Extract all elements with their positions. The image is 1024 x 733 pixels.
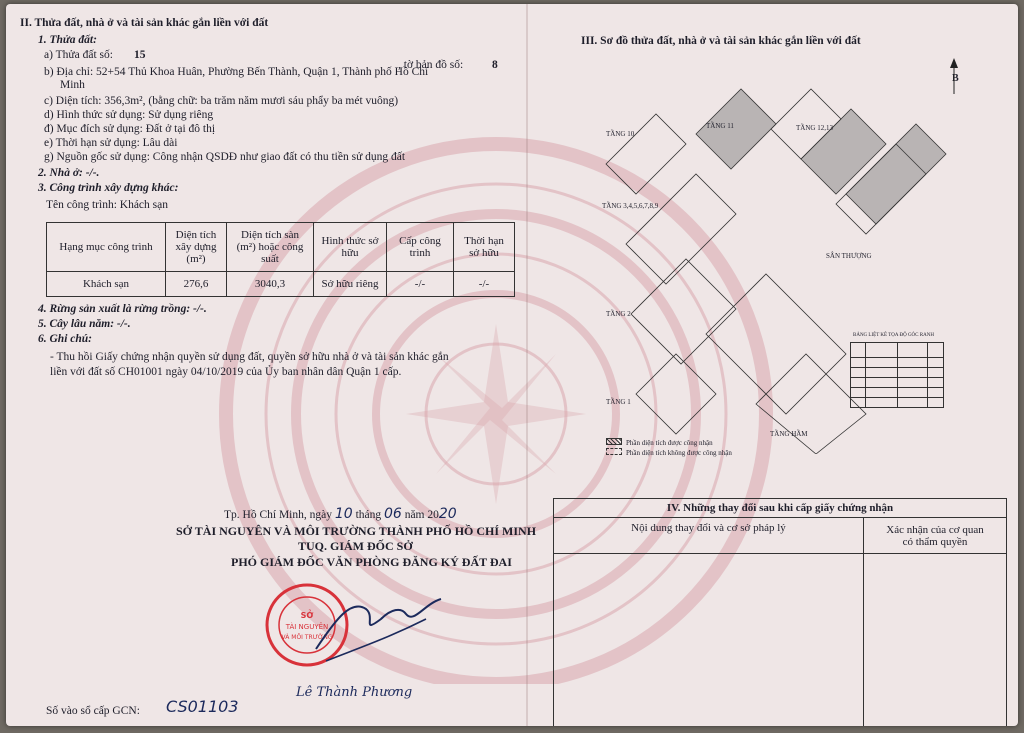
signer-name: Lê Thành Phương [296,685,413,700]
house-line: 2. Nhà ở: -/-. [38,167,100,179]
svg-text:VÀ MÔI TRƯỜNG: VÀ MÔI TRƯỜNG [281,634,333,641]
changes-empty-cell [554,554,864,727]
address-line-1: b) Địa chỉ: 52+54 Thủ Khoa Huân, Phường Bến Thành, Quận 1, Thành phố Hồ Chí [44,66,429,78]
authority-name: SỞ TÀI NGUYÊN VÀ MÔI TRƯỜNG THÀNH PHỐ HỒ CHÍ MINH [176,524,537,538]
changes-header-row [554,518,1007,554]
table-header-cell: Diện tích xây dựng (m²) [166,223,227,272]
floor-label: TẦNG HẦM [770,430,808,438]
floor-label: TẦNG 11 [706,122,734,130]
north-arrow-label: B [952,73,959,84]
parcel-label: a) Thửa đất số: [44,49,113,61]
note-line-2: liền với đất số CH01001 ngày 04/10/2019 của Ủy ban nhân dân Quận 1 cấp. [50,366,402,378]
legend-not-recognized: Phần diện tích không được công nhận [606,442,732,460]
table-cell: -/- [454,272,515,297]
use-term: e) Thời hạn sử dụng: Lâu dài [44,137,178,149]
table-cell: Sở hữu riêng [314,272,387,297]
signer-role-1: TUQ. GIÁM ĐỐC SỞ [298,539,413,553]
table-header-cell: Hạng mục công trình [47,223,166,272]
signer-role-2: PHÓ GIÁM ĐỐC VĂN PHÒNG ĐĂNG KÝ ĐẤT ĐAI [231,555,512,569]
table-cell: Khách sạn [47,272,166,297]
land-heading: 1. Thửa đất: [38,34,97,46]
notes-heading: 6. Ghi chú: [38,333,92,345]
floor-label: TẦNG 10 [606,130,635,138]
table-header-cell: Diện tích sàn (m²) hoặc công suất [227,223,314,272]
changes-col-content: Nội dung thay đổi và cơ sở pháp lý [554,518,864,554]
construction-name: Tên công trình: Khách sạn [46,199,168,211]
registry-number: CS01103 [166,697,239,716]
forest-line: 4. Rừng sản xuất là rừng trồng: -/-. [38,303,207,315]
area-text: c) Diện tích: 356,3m², (bằng chữ: ba trăm năm mươi sáu phẩy ba mét vuông) [44,95,399,107]
date-day: 10 [334,506,353,522]
table-row [47,272,515,297]
coordinate-table [850,333,944,408]
table-header-cell: Thời hạn sở hữu [454,223,515,272]
changes-table [553,498,1007,726]
address-line-2: Minh [60,79,85,91]
section-4-title: IV. Những thay đổi sau khi cấp giấy chứng nhận [554,499,1007,518]
date-place: Tp. Hồ Chí Minh, ngày 10 tháng 06 năm 2020 [224,506,457,522]
floor-label: TẦNG 1 [606,398,631,406]
table-header-cell: Cấp công trình [387,223,454,272]
registry-label: Số vào sổ cấp GCN: [46,705,140,717]
certificate-sheet [6,4,1018,726]
floor-label: TẦNG 2 [606,310,631,318]
date-month: 06 [384,506,402,522]
map-number: 8 [492,59,498,71]
date-year: 20 [438,506,457,522]
coord-table-title: BẢNG LIỆT KÊ TỌA ĐỘ GÓC RANH [853,333,934,338]
floor-label: SÂN THƯỢNG [826,252,872,260]
use-purpose: đ) Mục đích sử dụng: Đất ở tại đô thị [44,123,216,135]
svg-text:SỞ: SỞ [300,611,314,620]
changes-empty-row [554,554,1007,727]
use-origin: g) Nguồn gốc sử dụng: Công nhận QSDĐ như giao đất có thu tiền sử dụng đất [44,151,406,163]
legend-recognized: Phần diện tích được công nhận [606,432,713,450]
construction-table [46,222,515,297]
changes-title-row [554,499,1007,518]
table-header-cell: Hình thức sở hữu [314,223,387,272]
handwritten-signature [306,579,446,669]
floor-label: TẦNG 12,13 [796,124,833,132]
section-3-title: III. Sơ đồ thửa đất, nhà ở và tài sản khác gắn liền với đất [581,35,861,47]
table-header-row [47,223,515,272]
table-cell: 276,6 [166,272,227,297]
table-cell: 3040,3 [227,272,314,297]
construction-heading: 3. Công trình xây dựng khác: [38,182,179,194]
svg-text:TÀI NGUYÊN: TÀI NGUYÊN [285,623,329,631]
changes-empty-cell [863,554,1006,727]
changes-col-confirmation: Xác nhận của cơ quan có thẩm quyền [863,518,1006,554]
page-fold [526,4,528,726]
parcel-number: 15 [134,49,146,61]
map-label: , tờ bản đồ số: [398,59,464,71]
note-line-1: - Thu hồi Giấy chứng nhận quyền sử dụng đất, quyền sở hữu nhà ở và tài sản khác gắn [50,351,449,363]
table-cell: -/- [387,272,454,297]
floor-label: TẦNG 3,4,5,6,7,8,9 [602,202,659,210]
dashed-swatch-icon [606,448,622,455]
perennial-line: 5. Cây lâu năm: -/-. [38,318,131,330]
use-form: d) Hình thức sử dụng: Sử dụng riêng [44,109,214,121]
section-2-title: II. Thửa đất, nhà ở và tài sản khác gắn liền với đất [20,17,269,29]
